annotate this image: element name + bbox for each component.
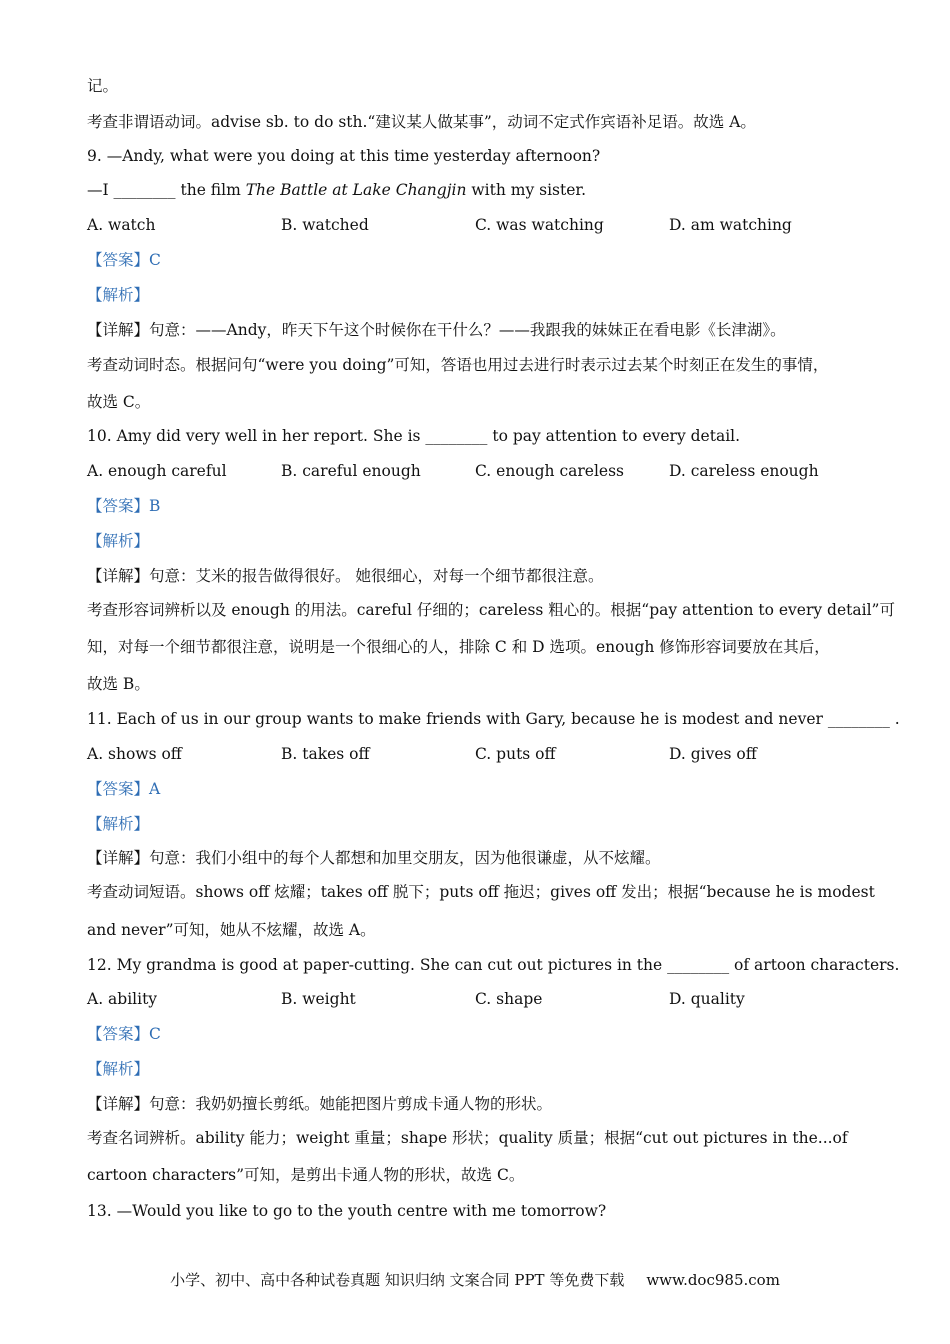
option-c: C. puts off	[475, 745, 556, 763]
detail-tag: 【详解】	[87, 321, 150, 339]
explanation-line: 考查形容词辨析以及 enough 的用法。careful 仔细的；careless 粗心的。根据“pay attention to every detail”可	[87, 601, 895, 619]
option-a: A. enough careful	[87, 462, 227, 480]
detail-text: 句意：我奶奶擅长剪纸。她能把图片剪成卡通人物的形状。	[149, 1095, 553, 1113]
detail-line	[87, 320, 786, 340]
question-13-stem: 13. —Would you like to go to the youth centre with me tomorrow?	[87, 1202, 607, 1220]
question-9-answer-line	[87, 180, 586, 200]
option-b: B. watched	[281, 216, 369, 234]
text-span: —I ________ the film	[87, 181, 246, 199]
explanation-line: and never”可知，她从不炫耀，故选 A。	[87, 921, 376, 939]
explanation-line: 考查动词短语。shows off 炫耀；takes off 脱下；puts off 拖迟；gives off 发出；根据“because he is modest	[87, 883, 875, 901]
explanation-line: 故选 B。	[87, 675, 150, 693]
analysis-label: 【解析】	[87, 815, 150, 833]
detail-text: 句意：我们小组中的每个人都想和加里交朋友，因为他很谦虚，从不炫耀。	[149, 849, 661, 867]
explanation-line: 故选 C。	[87, 393, 151, 411]
answer-label: 【答案】B	[87, 497, 161, 515]
option-b: B. careful enough	[281, 462, 421, 480]
footer-text: 小学、初中、高中各种试卷真题 知识归纳 文案合同 PPT 等免费下载	[170, 1271, 625, 1289]
detail-text: 句意：艾米的报告做得很好。 她很细心，对每一个细节都很注意。	[149, 567, 604, 585]
option-b: B. weight	[281, 990, 356, 1008]
detail-line	[87, 1094, 552, 1114]
option-a: A. watch	[87, 216, 156, 234]
question-10-stem: 10. Amy did very well in her report. She is ________ to pay attention to every detail.	[87, 427, 741, 445]
analysis-label: 【解析】	[87, 532, 150, 550]
page-footer	[0, 1270, 950, 1290]
question-12-stem: 12. My grandma is good at paper-cutting. She can cut out pictures in the ________ of artoon characters.	[87, 956, 900, 974]
detail-text: 句意：——Andy，昨天下午这个时候你在干什么？——我跟我的妹妹正在看电影《长津湖》。	[149, 321, 786, 339]
text-span: with my sister.	[466, 181, 587, 199]
option-d: D. quality	[669, 990, 745, 1008]
footer-site-link[interactable]: www.doc985.com	[646, 1271, 780, 1289]
text-line: 考查非谓语动词。advise sb. to do sth.“建议某人做某事”，动词不定式作宾语补足语。故选 A。	[87, 113, 756, 131]
option-a: A. ability	[87, 990, 158, 1008]
option-c: C. was watching	[475, 216, 604, 234]
detail-tag: 【详解】	[87, 567, 150, 585]
explanation-line: 知，对每一个细节都很注意，说明是一个很细心的人，排除 C 和 D 选项。enough 修饰形容词要放在其后，	[87, 638, 830, 656]
analysis-label: 【解析】	[87, 286, 150, 304]
option-d: D. gives off	[669, 745, 757, 763]
explanation-line: cartoon characters”可知，是剪出卡通人物的形状，故选 C。	[87, 1166, 525, 1184]
detail-line	[87, 848, 661, 868]
film-title: The Battle at Lake Changjin	[245, 181, 467, 199]
option-d: D. careless enough	[669, 462, 819, 480]
answer-label: 【答案】C	[87, 251, 161, 269]
answer-label: 【答案】C	[87, 1025, 161, 1043]
explanation-line: 考查名词辨析。ability 能力；weight 重量；shape 形状；quality 质量；根据“cut out pictures in the...of	[87, 1129, 848, 1147]
text-line: 记。	[87, 77, 119, 95]
answer-label: 【答案】A	[87, 780, 161, 798]
option-a: A. shows off	[87, 745, 182, 763]
question-11-stem: 11. Each of us in our group wants to make friends with Gary, because he is modest and never ________ .	[87, 710, 900, 728]
option-b: B. takes off	[281, 745, 370, 763]
analysis-label: 【解析】	[87, 1060, 150, 1078]
question-9-stem: 9. —Andy, what were you doing at this time yesterday afternoon?	[87, 147, 601, 165]
option-c: C. shape	[475, 990, 543, 1008]
detail-tag: 【详解】	[87, 1095, 150, 1113]
detail-line	[87, 566, 603, 586]
option-c: C. enough careless	[475, 462, 625, 480]
detail-tag: 【详解】	[87, 849, 150, 867]
option-d: D. am watching	[669, 216, 792, 234]
explanation-line: 考查动词时态。根据问句“were you doing”可知，答语也用过去进行时表示过去某个时刻正在发生的事情，	[87, 356, 829, 374]
